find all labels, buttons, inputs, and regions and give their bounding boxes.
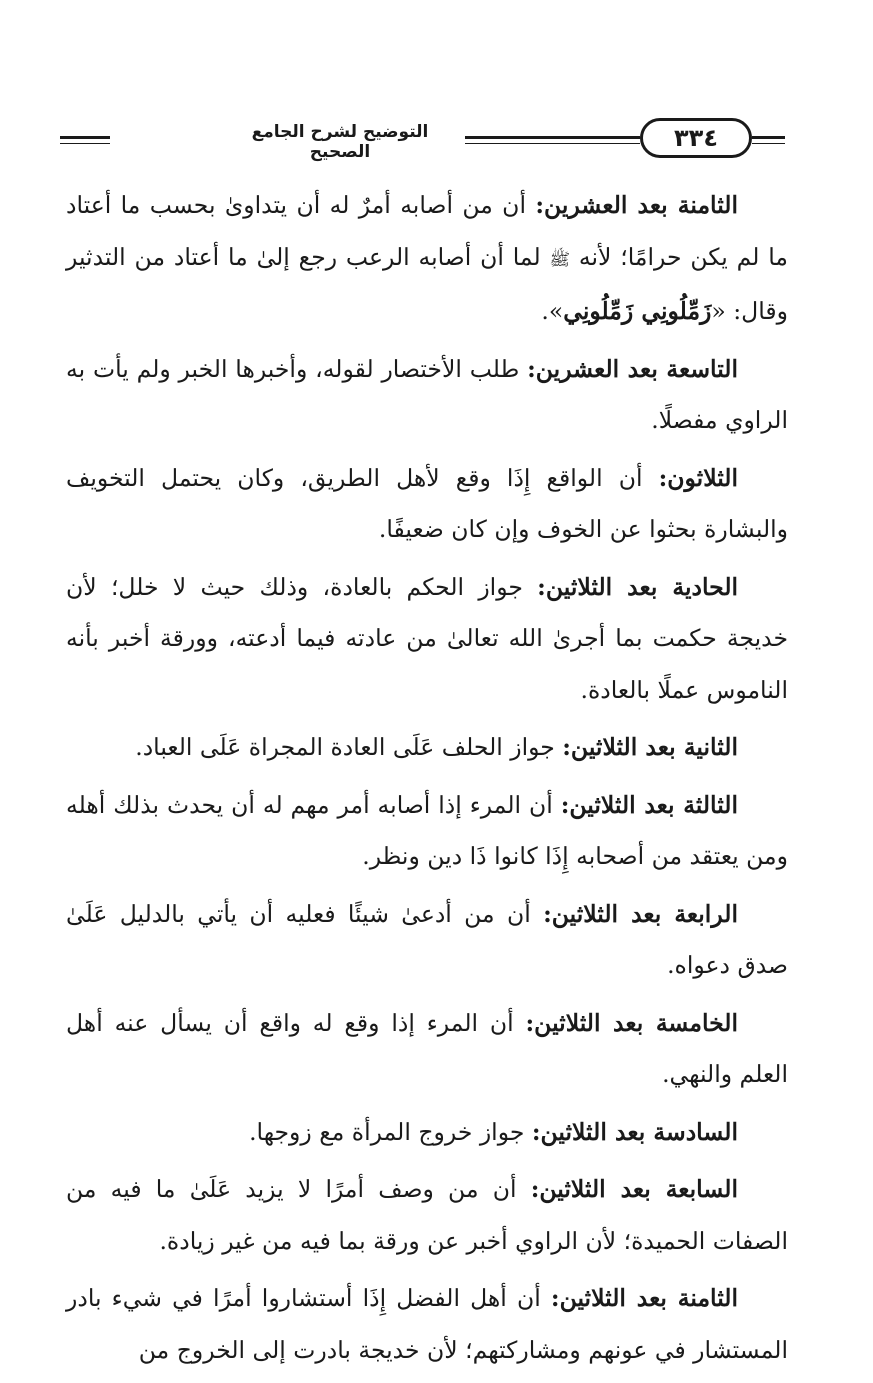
paragraph (66, 780, 788, 883)
header-rule-right (752, 136, 785, 139)
header-rule-left (60, 136, 110, 139)
paragraph (66, 562, 788, 717)
paragraph-text: جواز خروج المرأة مع زوجها. (249, 1117, 532, 1146)
header-rule-right-thin (752, 143, 785, 144)
paragraph-text: جواز الحلف عَلَى العادة المجراة عَلَى العباد. (135, 733, 563, 761)
paragraph-text: طلب الأختصار لقوله، وأخبرها الخبر ولم يأت به الراوي مفصلًا. (66, 354, 788, 434)
paragraph-lead: الثانية بعد الثلاثين: (562, 733, 738, 761)
paragraph (66, 998, 788, 1101)
running-header (60, 118, 785, 162)
hadith-quote: زَمِّلُونِي زَمِّلُونِي (563, 297, 712, 325)
paragraph-lead: الحادية بعد الثلاثين: (537, 572, 739, 601)
honorific-symbol: ﷺ (549, 249, 571, 270)
paragraph-lead: الخامسة بعد الثلاثين: (525, 1008, 738, 1037)
paragraph-lead: الثامنة بعد العشرين: (535, 191, 738, 219)
running-title: التوضيح لشرح الجامع الصحيح (251, 122, 429, 162)
paragraph (66, 1273, 788, 1376)
paragraph (66, 889, 788, 992)
paragraph-text: أن من أصابه أمرٌ له أن يتداوىٰ بحسب ما أعتاد ما لم يكن حرامًا؛ لأنه (66, 191, 788, 271)
paragraph (66, 1164, 788, 1267)
paragraph-lead: الثامنة بعد الثلاثين: (550, 1284, 739, 1312)
paragraph (66, 453, 788, 556)
paragraph (66, 1107, 788, 1159)
paragraph-text: أن الواقع إِذَا وقع لأهل الطريق، وكان يحتمل التخويف والبشارة بحثوا عن الخوف وإن كان ضعيفًا. (66, 463, 788, 543)
paragraph-lead: السابعة بعد الثلاثين: (530, 1175, 738, 1203)
paragraph-lead: الرابعة بعد الثلاثين: (543, 899, 738, 928)
paragraph-lead: الثلاثون: (658, 463, 738, 492)
paragraph-text: أن المرء إذا وقع له واقع أن يسأل عنه أهل العلم والنهي. (66, 1008, 788, 1088)
header-rule-middle-thin (465, 143, 640, 144)
paragraph-text: أن المرء إذا أصابه أمر مهم له أن يحدث بذلك أهله ومن يعتقد من أصحابه إِذَا كانوا ذَا دين ونظر. (66, 790, 788, 870)
paragraph-text: أن أهل الفضل إِذَا أستشاروا أمرًا في شيء بادر المستشار في عونهم ومشاركتهم؛ لأن خديجة بادرت إلى الخروج من (66, 1284, 788, 1364)
paragraph-lead: السادسة بعد الثلاثين: (531, 1117, 738, 1146)
paragraph-text: جواز الحكم بالعادة، وذلك حيث لا خلل؛ لأن خديجة حكمت بما أجرىٰ الله تعالىٰ من عادته فيما أدعته، وورقة أخبر بأنه الناموس عملًا بالعادة. (66, 572, 788, 704)
page-number: ٣٣٤ (640, 118, 752, 158)
paragraph-text: أن من أدعىٰ شيئًا فعليه أن يأتي بالدليل عَلَىٰ صدق دعواه. (66, 899, 788, 979)
body-text (66, 180, 788, 1382)
paragraph (66, 722, 788, 774)
paragraph-text: لما أن أصابه الرعب رجع إلىٰ ما أعتاد من التدثير وقال: « (66, 242, 788, 325)
paragraph-lead: الثالثة بعد الثلاثين: (560, 790, 738, 819)
paragraph (66, 180, 788, 338)
paragraph-lead: التاسعة بعد العشرين: (527, 354, 738, 383)
header-rule-left-thin (60, 143, 110, 144)
paragraph-text: ». (541, 297, 564, 325)
header-rule-middle (465, 136, 640, 139)
paragraph-text: أن من وصف أمرًا لا يزيد عَلَىٰ ما فيه من الصفات الحميدة؛ لأن الراوي أخبر عن ورقة بما فيه من غير زيادة. (66, 1175, 788, 1255)
paragraph (66, 344, 788, 447)
